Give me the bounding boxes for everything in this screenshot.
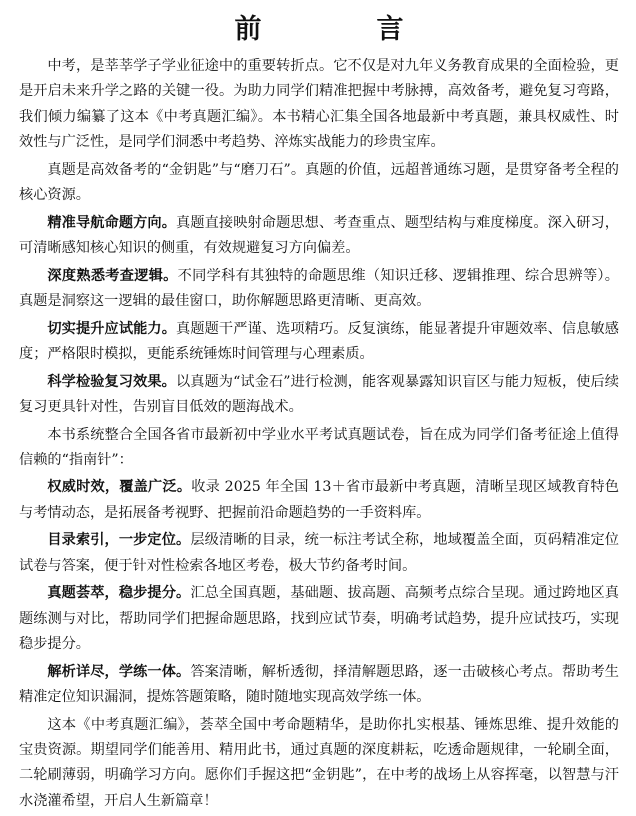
golden-key-paragraph: [19, 158, 619, 209]
point-text: 答案清晰，解析透彻，择清解题思路，逐一击破核心考点。帮助考生精准定位知识漏洞，提炼答题策略，随时随地实现高效学练一体。: [19, 663, 619, 706]
point-text: 汇总全国真题，基础题、拔高题、高频考点综合呈现。通过跨地区真题练测与对比，帮助同学们把握命题思路，找到应试节奏，明确考试趋势，提升应试技巧，实现稳步提分。: [19, 585, 619, 653]
point-heading: 目录索引，一步定位。: [47, 532, 191, 549]
intro-paragraph: [19, 54, 619, 155]
paragraph-text: 中考，是莘莘学子学业征途中的重要转折点。它不仅是对九年义务教育成果的全面检验，更是开启未来升学之路的关键一役。为助力同学们精准把握中考脉搏，高效备考，避免复习弯路，我们倾力编纂了这本《中考真题汇编》。本书精心汇集全国各地最新中考真题，兼具权威性、时效性与广泛性，是同学们洞悉中考趋势、淬炼实战能力的珍贵宝库。: [19, 58, 619, 150]
point-text: 收录 2025 年全国 13＋省市最新中考真题，清晰呈现区域教育特色与考情动态，是拓展备考视野、把握前沿命题趋势的一手资料库。: [19, 479, 619, 521]
value-point-2: [19, 264, 619, 315]
point-text: 以真题为“试金石”进行检测，能客观暴露知识盲区与能力短板，使后续复习更具针对性，告别盲目低效的题海战术。: [19, 373, 619, 415]
value-point-1: [19, 211, 619, 262]
point-text: 不同学科有其独特的命题思维（知识迁移、逻辑推理、综合思辨等）。真题是洞察这一逻辑的最佳窗口，助你解题思路更清晰、更高效。: [19, 267, 619, 309]
point-text: 层级清晰的目录，统一标注考试全称，地域覆盖全面，页码精准定位试卷与答案，便于针对性检索各地区考卷，极大节约备考时间。: [19, 532, 619, 574]
book-overview-paragraph: [19, 423, 619, 474]
feature-point-3: [19, 581, 619, 657]
feature-point-1: [19, 475, 619, 526]
paragraph-text: 本书系统整合全国各省市最新初中学业水平考试真题试卷，旨在成为同学们备考征途上值得信赖的“指南针”：: [19, 426, 619, 468]
point-text: 真题题干严谨、选项精巧。反复演练，能显著提升审题效率、信息敏感度；严格限时模拟，更能系统锤炼时间管理与心理素质。: [19, 320, 619, 362]
point-heading: 切实提升应试能力。: [47, 320, 177, 337]
point-heading: 真题荟萃，稳步提分。: [47, 585, 191, 602]
paragraph-text: 真题是高效备考的“金钥匙”与“磨刀石”。真题的价值，远超普通练习题，是贯穿备考全程的核心资源。: [19, 161, 619, 203]
feature-point-2: [19, 528, 619, 579]
page-title: 前 言: [234, 14, 448, 45]
point-heading: 科学检验复习效果。: [47, 373, 176, 390]
point-heading: 深度熟悉考查逻辑。: [47, 267, 178, 284]
point-text: 真题直接映射命题思想、考查重点、题型结构与难度梯度。深入研习，可清晰感知核心知识的侧重，有效规避复习方向偏差。: [19, 214, 619, 256]
feature-point-4: [19, 660, 619, 711]
preface-page: [19, 8, 619, 816]
point-heading: 精准导航命题方向。: [47, 214, 177, 231]
paragraph-text: 这本《中考真题汇编》，荟萃全国中考命题精华，是助你扎实根基、锤炼思维、提升效能的宝贵资源。期望同学们能善用、精用此书，通过真题的深度耕耘，吃透命题规律，一轮刷全面，二轮刷薄弱，明确学习方向。愿你们手握这把“金钥匙”，在中考的战场上从容挥毫，以智慧与汗水浇灌希望，开启人生新篇章！: [19, 716, 619, 809]
value-point-4: [19, 370, 619, 421]
value-point-3: [19, 317, 619, 368]
point-heading: 权威时效，覆盖广泛。: [47, 479, 192, 496]
point-heading: 解析详尽，学练一体。: [47, 663, 191, 680]
